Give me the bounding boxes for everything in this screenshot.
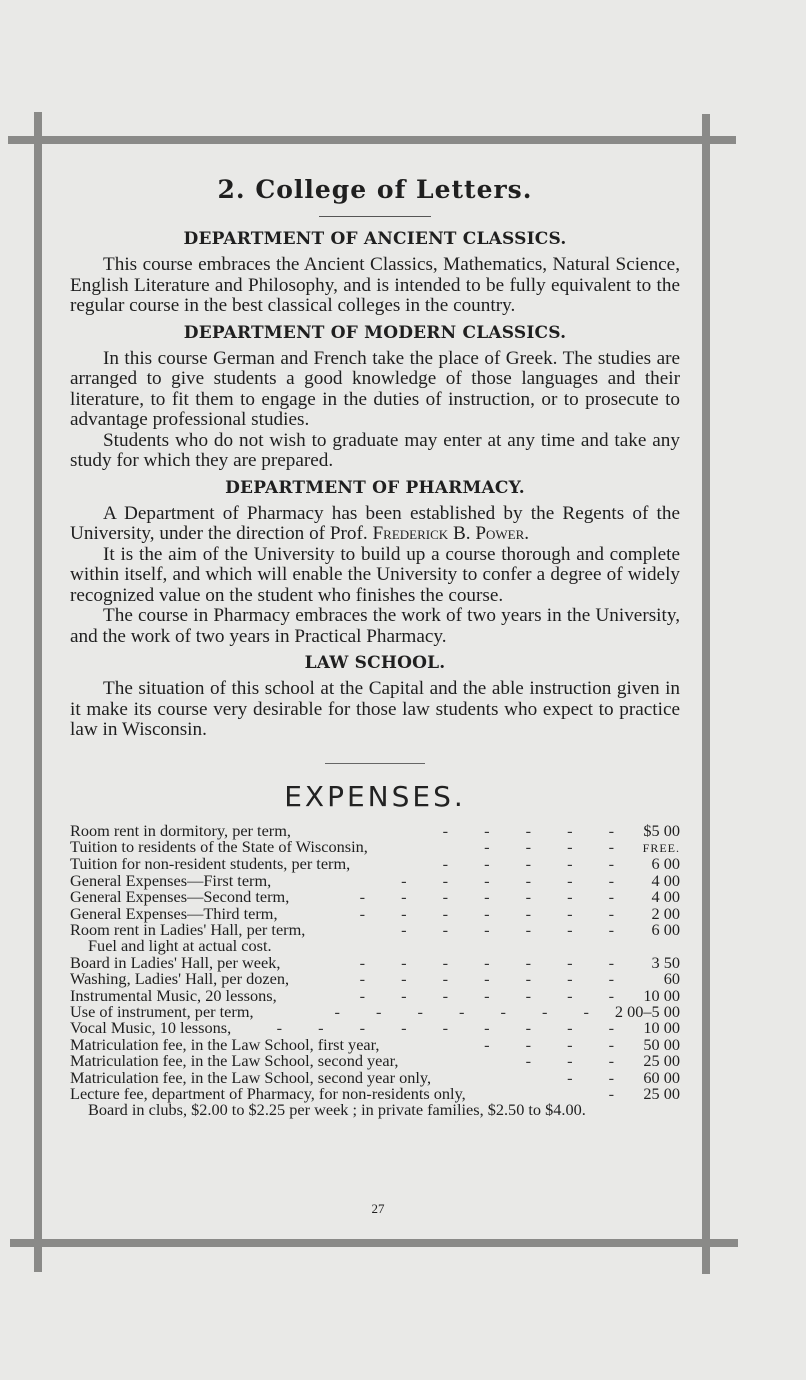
top-border-rule <box>8 136 736 144</box>
expense-value: 2 00 <box>651 903 680 923</box>
page-number: 27 <box>371 1201 385 1216</box>
expense-value: 4 00 <box>651 870 680 890</box>
expense-label: General Expenses—First term, <box>70 870 272 890</box>
modern-classics-paragraph-1: In this course German and French take the place of Greek. The studies are arranged to give students a good knowledge of those languages and their literature, to fit them to engage in the duties of instruction, or to prosecute to advantage professional studies. <box>70 347 680 430</box>
expense-label: Matriculation fee, in the Law School, first year, <box>70 1034 380 1054</box>
expense-value: 25 00 <box>643 1051 680 1071</box>
expense-label: Room rent in Ladies' Hall, per term, <box>70 919 306 939</box>
expense-label: Washing, Ladies' Hall, per dozen, <box>70 969 290 989</box>
expense-row: Use of instrument, per term, - - - - - - - 2 00–5 00 <box>70 1001 680 1021</box>
right-border-rule <box>702 114 710 1274</box>
expenses-footer: Board in clubs, $2.00 to $2.25 per week ; in private families, $2.50 to $4.00. <box>88 1100 586 1120</box>
modern-classics-paragraph-2: Students who do not wish to graduate may enter at any time and take any study for which they are prepared. <box>70 429 680 471</box>
bottom-border-rule <box>10 1239 738 1247</box>
section-heading-pharmacy: DEPARTMENT OF PHARMACY. <box>225 477 525 498</box>
expense-note: Fuel and light at actual cost. <box>88 936 272 956</box>
page-content <box>70 170 680 1119</box>
expenses-divider <box>325 763 425 764</box>
expense-value: $5 00 <box>643 820 680 840</box>
expense-value: 10 00 <box>643 985 680 1005</box>
expense-label: Tuition for non-resident students, per term, <box>70 854 351 874</box>
pharmacy-paragraph-1 <box>70 504 680 545</box>
law-school-paragraph: The situation of this school at the Capital and the able instruction given in it make its course very desirable for those law students who expect to practice law in Wisconsin. <box>70 678 680 740</box>
expense-label: Use of instrument, per term, <box>70 1001 254 1021</box>
expense-row: Room rent in dormitory, per term, - - - - - $5 00 <box>70 820 680 840</box>
expense-value: 60 00 <box>643 1067 680 1087</box>
expense-value: 2 00–5 00 <box>614 1001 680 1021</box>
ancient-classics-paragraph: This course embraces the Ancient Classics, Mathematics, Natural Science, English Literature and Philosophy, and is intended to be fully equivalent to the regular course in the best classical colleges in the country. <box>70 254 680 316</box>
expense-label: General Expenses—Second term, <box>70 887 290 907</box>
expense-row: Tuition for non-resident students, per term, - - - - - 6 00 <box>70 854 680 874</box>
expense-row: Instrumental Music, 20 lessons, - - - - - - - 10 00 <box>70 985 680 1005</box>
expense-label: Lecture fee, department of Pharmacy, for non-residents only, <box>70 1084 466 1103</box>
section-heading-modern-classics: DEPARTMENT OF MODERN CLASSICS. <box>183 322 567 343</box>
pharmacy-intro-text: A Department of Pharmacy has been established by the Regents of the University, under the direction of Prof. <box>70 502 680 544</box>
expense-row: Board in Ladies' Hall, per week, - - - - - - - 3 50 <box>70 952 680 972</box>
expense-value: 50 00 <box>643 1034 680 1054</box>
expense-row: General Expenses—Second term, - - - - - - - 4 00 <box>70 887 680 907</box>
expense-value: 6 00 <box>651 854 680 874</box>
expense-value: 10 00 <box>643 1018 680 1038</box>
expense-label: Room rent in dormitory, per term, <box>70 820 291 840</box>
expense-value: 3 50 <box>651 952 680 972</box>
expense-label: General Expenses—Third term, <box>70 903 278 923</box>
expense-row: Washing, Ladies' Hall, per dozen, - - - - - - - 60 <box>70 969 680 989</box>
expense-label: Instrumental Music, 20 lessons, <box>70 985 277 1005</box>
professor-name: Frederick B. Power. <box>372 523 530 544</box>
expense-label: Matriculation fee, in the Law School, second year only, <box>70 1067 432 1087</box>
left-border-rule <box>34 112 42 1272</box>
expense-row: Room rent in Ladies' Hall, per term, - - - - - - 6 00 <box>70 919 680 939</box>
expense-label: Tuition to residents of the State of Wisconsin, <box>70 836 368 856</box>
pharmacy-paragraph-3: The course in Pharmacy embraces the work of two years in the University, and the work of two years in Practical Pharmacy. <box>70 605 680 647</box>
section-heading-ancient-classics: DEPARTMENT OF ANCIENT CLASSICS. <box>183 229 567 249</box>
expense-value: FREE. <box>642 840 680 855</box>
expense-value: 6 00 <box>651 919 680 939</box>
expense-value: 4 00 <box>651 887 680 907</box>
expense-row: Lecture fee, department of Pharmacy, for non-residents only, - 25 00 <box>70 1084 680 1103</box>
title-divider <box>319 216 431 217</box>
expense-row: Matriculation fee, in the Law School, second year, - - - 25 00 <box>70 1051 680 1071</box>
expense-row: Matriculation fee, in the Law School, second year only, - - 60 00 <box>70 1067 680 1087</box>
section-heading-law-school: LAW SCHOOL. <box>304 653 446 673</box>
expense-row: Vocal Music, 10 lessons, - - - - - - - - - 10 00 <box>70 1018 680 1038</box>
expense-label: Matriculation fee, in the Law School, second year, <box>70 1051 399 1071</box>
expenses-list <box>70 820 680 1120</box>
expense-label: Vocal Music, 10 lessons, <box>70 1018 232 1038</box>
expense-label: Board in Ladies' Hall, per week, <box>70 952 281 972</box>
expense-row: General Expenses—First term, - - - - - - 4 00 <box>70 870 680 890</box>
expense-row: Tuition to residents of the State of Wisconsin, - - - - FREE. <box>70 836 680 856</box>
college-title: 2. College of Letters. <box>217 175 533 204</box>
expenses-title: EXPENSES. <box>284 779 466 813</box>
pharmacy-paragraph-2: It is the aim of the University to build up a course thorough and complete within itself, and which will enable the University to confer a degree of widely recognized value on the student who finishes the course. <box>70 543 680 606</box>
expense-row: General Expenses—Third term, - - - - - - - 2 00 <box>70 903 680 923</box>
expense-value: 25 00 <box>643 1084 680 1103</box>
expense-value: 60 <box>663 969 680 989</box>
expense-row: Matriculation fee, in the Law School, first year, - - - - 50 00 <box>70 1034 680 1054</box>
